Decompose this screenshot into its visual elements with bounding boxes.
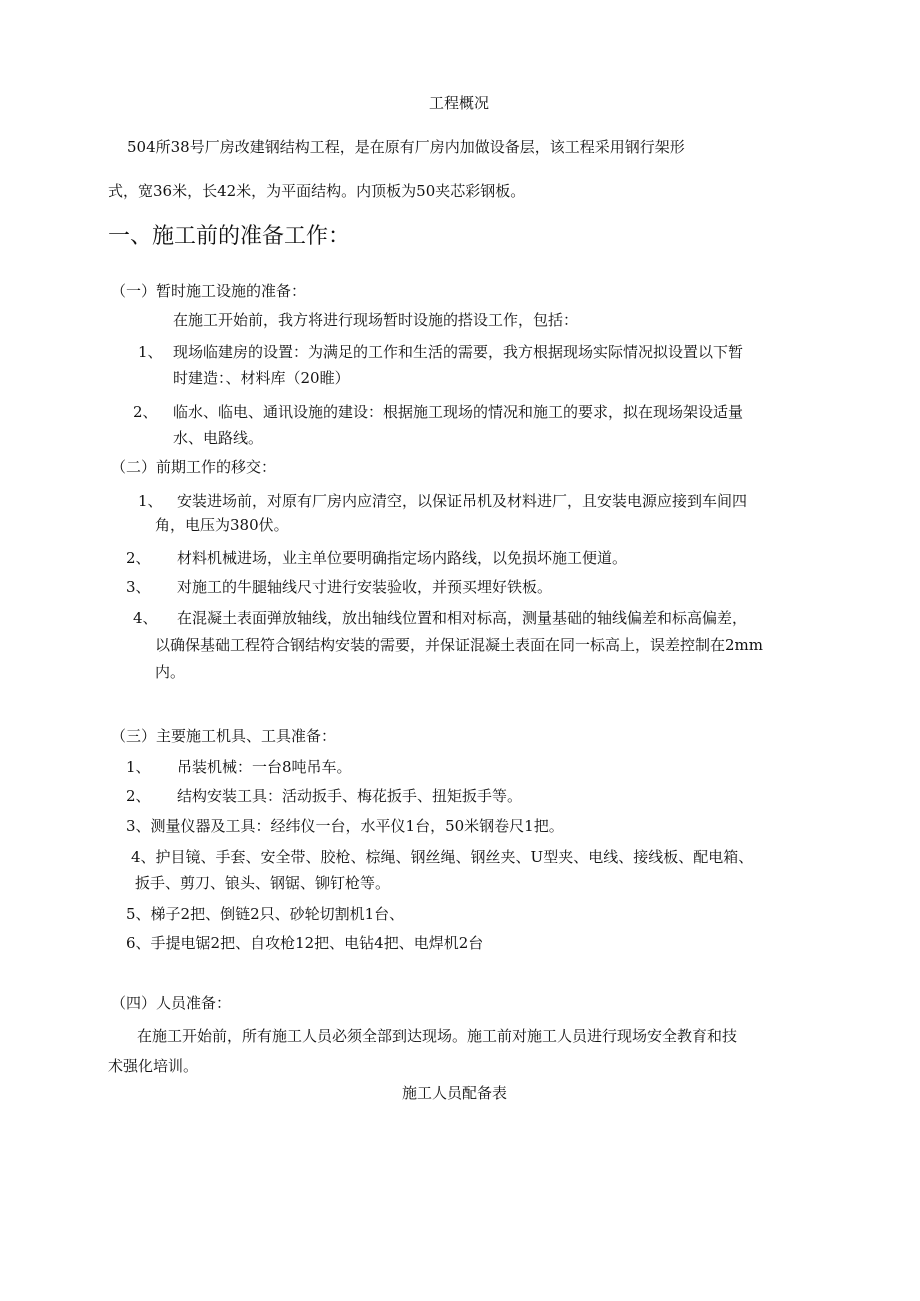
sub1-item-1-number: 1、 xyxy=(138,343,163,361)
doc-title: 工程概况 xyxy=(429,94,490,112)
sub1-item-2-number: 2、 xyxy=(133,403,158,421)
sub1-item-1-line-1: 现场临建房的设置：为满足的工作和生活的需要，我方根据现场实际情况拟设置以下暂 xyxy=(173,343,744,361)
sub2-item-1-number: 1、 xyxy=(138,492,163,510)
sub2-item-1-line-1: 安装进场前，对原有厂房内应清空，以保证吊机及材料进厂，且安装电源应接到车间四 xyxy=(177,492,748,510)
table-caption: 施工人员配备表 xyxy=(402,1084,508,1102)
sub3-item-1-line-1: 吊装机械：一台8吨吊车。 xyxy=(177,758,352,776)
section-1-heading: 一、施工前的准备工作： xyxy=(108,224,351,249)
sub2-heading: （二）前期工作的移交： xyxy=(111,458,277,476)
sub4-para-line-2: 术强化培训。 xyxy=(108,1057,199,1075)
sub2-item-2-number: 2、 xyxy=(126,549,151,567)
sub1-intro: 在施工开始前，我方将进行现场暂时设施的搭设工作，包括： xyxy=(173,311,579,329)
sub3-item-4-line-1: 4、护目镜、手套、安全带、胶枪、棕绳、钢丝绳、钢丝夹、U型夹、电线、接线板、配电箱、 xyxy=(131,848,754,866)
sub2-item-4-line-2: 以确保基础工程符合钢结构安装的需要，并保证混凝土表面在同一标高上，误差控制在2mm xyxy=(155,636,763,654)
sub2-item-3-line-1: 对施工的牛腿轴线尺寸进行安装验收，并预买埋好铁板。 xyxy=(177,578,553,596)
sub3-item-6-line-1: 6、手提电锯2把、自攻枪12把、电钻4把、电焊机2台 xyxy=(126,934,484,952)
sub3-item-2-line-1: 结构安装工具：活动扳手、梅花扳手、扭矩扳手等。 xyxy=(177,787,523,805)
sub4-heading: （四）人员准备： xyxy=(111,994,232,1012)
sub1-item-1-line-2: 时建造：、材料库（20睢） xyxy=(173,369,350,387)
sub3-item-3-line-1: 3、测量仪器及工具：经纬仪一台，水平仪1台，50米钢卷尺1把。 xyxy=(126,817,564,835)
sub1-heading: （一）暂时施工设施的准备： xyxy=(111,282,307,300)
sub3-heading: （三）主要施工机具、工具准备： xyxy=(111,727,337,745)
sub2-item-1-line-2: 角，电压为380伏。 xyxy=(155,516,289,534)
sub4-para-line-1: 在施工开始前，所有施工人员必须全部到达现场。施工前对施工人员进行现场安全教育和技 xyxy=(137,1027,738,1045)
sub2-item-4-number: 4、 xyxy=(133,609,158,627)
sub2-item-4-line-3: 内。 xyxy=(155,663,186,681)
sub3-item-5-line-1: 5、梯子2把、倒链2只、砂轮切割机1台、 xyxy=(126,905,405,923)
sub2-item-2-line-1: 材料机械进场，业主单位要明确指定场内路线，以免损坏施工便道。 xyxy=(177,549,628,567)
intro-line-1: 504所38号厂房改建钢结构工程，是在原有厂房内加做设备层，该工程采用钢行架形 xyxy=(127,138,685,156)
sub1-item-2-line-2: 水、电路线。 xyxy=(173,429,264,447)
intro-line-2: 式，宽36米，长42米，为平面结构。内顶板为50夹芯彩钢板。 xyxy=(108,182,526,200)
sub3-item-1-number: 1、 xyxy=(126,758,151,776)
sub2-item-3-number: 3、 xyxy=(126,578,151,596)
sub2-item-4-line-1: 在混凝土表面弹放轴线，放出轴线位置和相对标高，测量基础的轴线偏差和标高偏差， xyxy=(177,609,748,627)
sub3-item-2-number: 2、 xyxy=(126,787,151,805)
sub3-item-4-line-2: 扳手、剪刀、锒头、钢锯、铆钉枪等。 xyxy=(135,874,391,892)
sub1-item-2-line-1: 临水、临电、通讯设施的建设：根据施工现场的情况和施工的要求，拟在现场架设适量 xyxy=(173,403,744,421)
